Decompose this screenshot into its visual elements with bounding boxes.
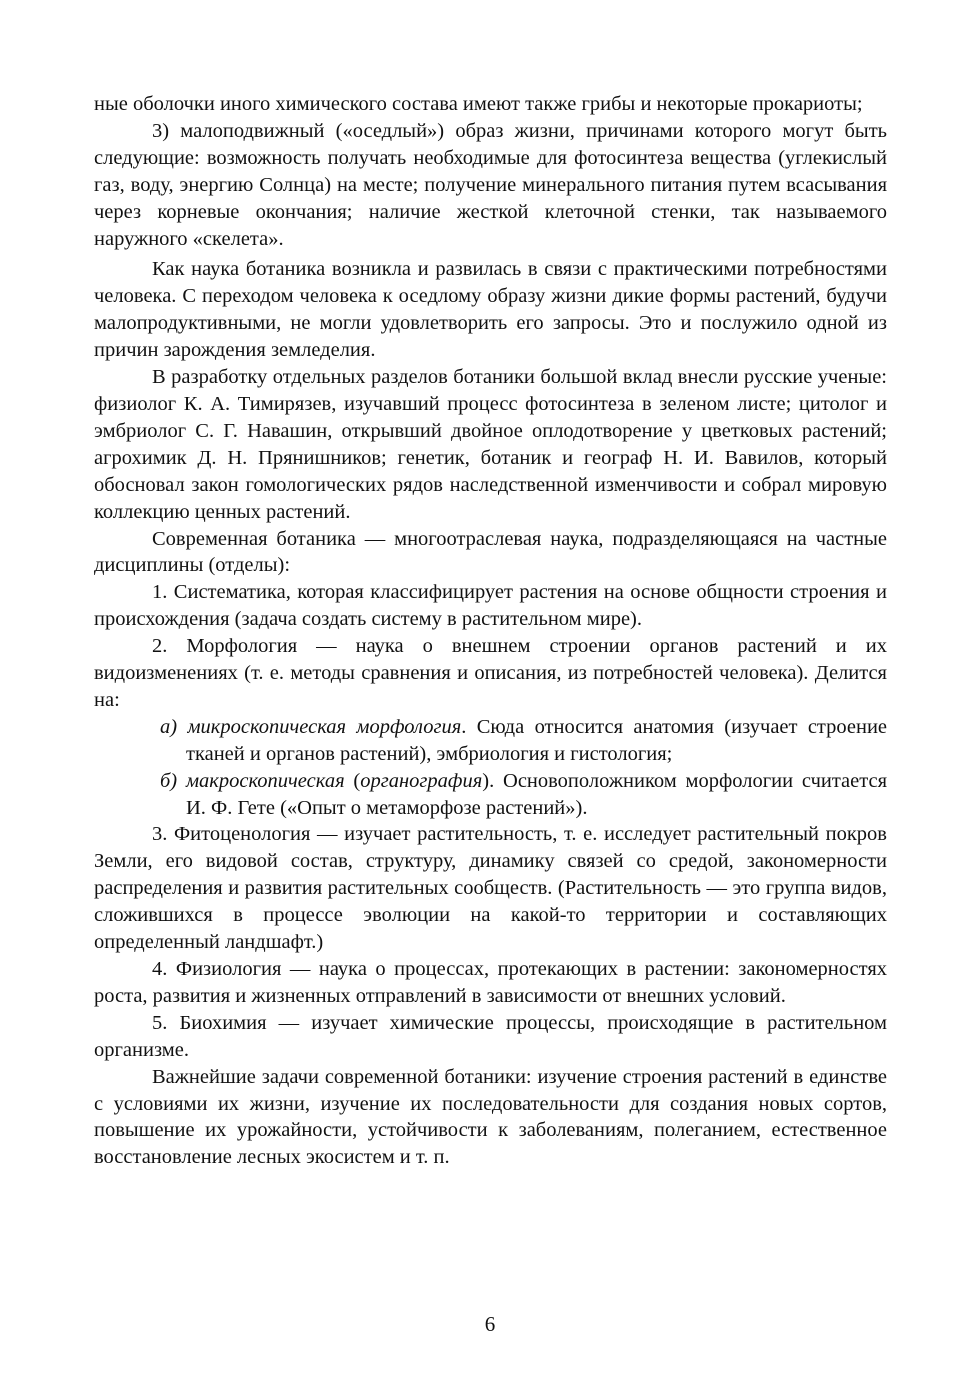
italic-term: макроскопическая: [185, 769, 345, 792]
sub-text: ). Основоположником морфологии считается И. Ф. Гете («Опыт о метаморфозе растений»).: [186, 769, 887, 819]
page-body: [94, 91, 887, 1171]
sub-text: . Сюда относится анатомия (изучает строение тканей и органов растений), эмбриология и гистология;: [186, 715, 888, 765]
sub-list-item-a: [94, 714, 887, 768]
page-number: 6: [484, 1312, 496, 1336]
list-item: 1. Систематика, которая классифицирует растения на основе общности строения и происхождения (задача создать систему в растительном мире).: [94, 581, 887, 631]
paragraph: Современная ботаника — многоотраслевая наука, подразделяющаяся на частные дисциплины (отделы):: [94, 527, 887, 577]
italic-term: органография: [360, 769, 483, 792]
paragraph: ные оболочки иного химического состава имеют также грибы и некоторые прокариоты;: [94, 93, 863, 115]
list-item: 3. Фитоценология — изучает растительность, т. е. исследует растительный покров Земли, его видовой состав, структуру, динамику связей со средой, закономерности распределения и развития растительных сообществ. (Растительность — это группа видов, сложившихся в процессе эволюции на какой-то территории и составляющих определенный ландшафт.): [94, 823, 887, 954]
list-item: 4. Физиология — наука о процессах, протекающих в растении: закономерностях роста, развития и жизненных отправлений в зависимости от внешних условий.: [94, 958, 887, 1007]
list-item: 2. Морфология — наука о внешнем строении органов растений и их видоизменениях (т. е. методы сравнения и описания, из потребностей человека). Делится на:: [94, 635, 887, 711]
list-item: 5. Биохимия — изучает химические процессы, происходящие в растительном организме.: [94, 1011, 887, 1061]
sub-list-item-b: [94, 768, 887, 822]
paragraph: Важнейшие задачи современной ботаники: изучение строения растений в единстве с условиями их жизни, изучение их последовательности для создания новых сортов, повышение их урожайности, устойчивости к заболеваниям, полеганием, естественное восстановление лесных экосистем и т. п.: [94, 1065, 887, 1169]
paragraph: В разработку отдельных разделов ботаники большой вклад внесли русские ученые: физиолог К. А. Тимирязев, изучавший процесс фотосинтеза в зеленом листе; цитолог и эмбриолог С. Г. Навашин, открывший двойное оплодотворение у цветковых растений; агрохимик Д. Н. Прянишников; генетик, ботаник и географ Н. И. Вавилов, который обосновал закон гомологических рядов наследственной изменчивости и собрал мировую коллекцию ценных растений.: [94, 366, 887, 523]
sub-marker: б): [160, 769, 178, 792]
sub-marker: а): [160, 715, 178, 738]
italic-term: микроскопическая морфология: [187, 715, 462, 738]
paragraph: Как наука ботаника возникла и развилась в связи с практическими потребностями человека. С переходом человека к оседлому образу жизни дикие формы растений, будучи малопродуктивными, не могли удовлетворить его запросы. Это и послужило одной из причин зарождения земледелия.: [94, 258, 887, 362]
sub-text: (: [344, 769, 361, 792]
paragraph: 3) малоподвижный («оседлый») образ жизни, причинами которого могут быть следующие: возможность получать необходимые для фотосинтеза вещества (углекислый газ, воду, энергию Солнца) на месте; получение минерального питания путем всасывания через корневые окончания; наличие жесткой клеточной стенки, так называемого наружного «скелета».: [94, 119, 887, 250]
